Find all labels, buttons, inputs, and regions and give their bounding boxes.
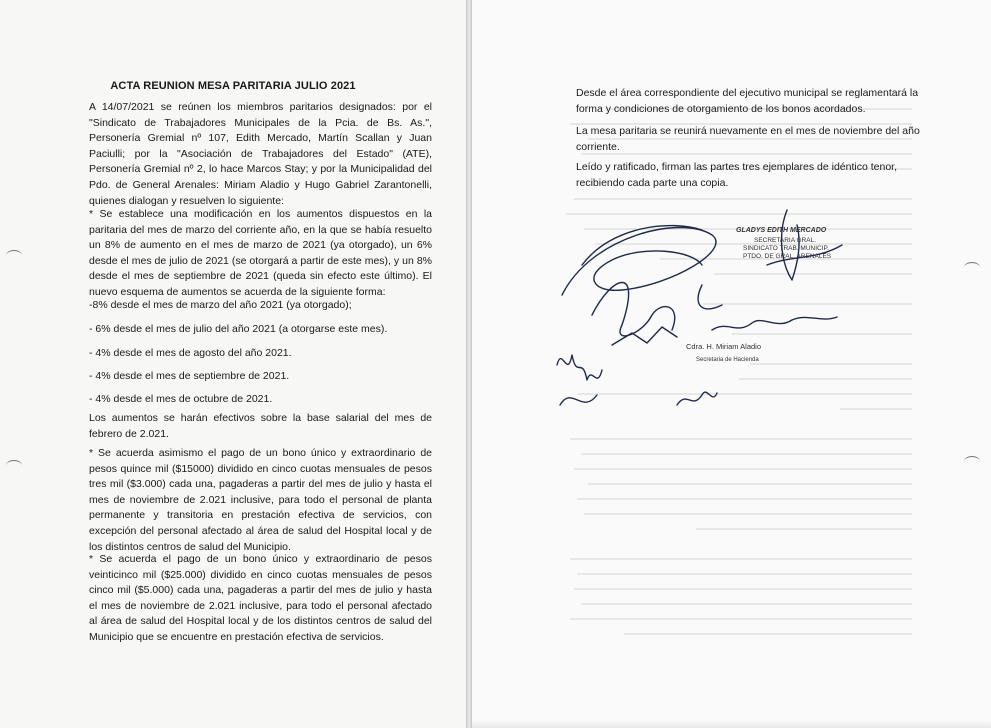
ratification-paragraph: Leído y ratificado, firman las partes tres ejemplares de idéntico tenor, recibiendo cada parte una copia.: [576, 161, 897, 189]
clause-raises: * Se establece una modificación en los aumentos dispuestos en la paritaria del mes de marzo del corriente año, en la que se había resuelto un 8% de aumento en el mes de marzo de 2021 (ya otorgado), un 6% desde el mes de julio de 2021 (se otorgará a partir de este mes), y un 8% desde el mes de septiembre de 2021 (queda sin efecto este último). El nuevo esquema de aumentos se acuerda de la siguiente forma:: [89, 208, 432, 298]
signature-large-loop: [562, 226, 716, 295]
stamp-aladio-name: Cdra. H. Miriam Aladio: [686, 342, 762, 351]
page-bottom-edge: [472, 720, 991, 728]
right-page: [472, 0, 991, 728]
schedule-item: - 4% desde el mes de agosto del año 2021.: [89, 347, 292, 359]
document-title: ACTA REUNION MESA PARITARIA JULIO 2021: [110, 80, 356, 92]
next-meeting-paragraph: La mesa paritaria se reunirá nuevamente en el mes de noviembre del año corriente.: [576, 125, 920, 153]
schedule-item: -8% desde el mes de marzo del año 2021 (ya otorgado);: [89, 299, 352, 311]
punch-hole-mark: [964, 456, 980, 467]
regulation-paragraph: Desde el área correspondiente del ejecutivo municipal se reglamentará la forma y condiciones de otorgamiento de los bonos acordados.: [576, 87, 919, 115]
signature-stay: [557, 355, 602, 405]
punch-hole-mark: [6, 460, 22, 471]
signature-aladio: [712, 317, 837, 330]
intro-paragraph: A 14/07/2021 se reúnen los miembros paritarios designados: por el "Sindicato de Trabajadores Municipales de la Pcia. de Bs. As.", Personería Gremial nº 107, Edith Mercado, Martín Scallan y Juan Paciulli; por la "Asociación de Trabajadores del Estado" (ATE), Personería Gremial nº 2, lo hace Marcos Stay; y por la Municipalidad del Pdo. de General Arenales: Miriam Aladio y Hugo Gabriel Zarantonelli, quienes dialogan y resuelven lo siguiente:: [89, 101, 432, 207]
clause-bonus-general: * Se acuerda asimismo el pago de un bono único y extraordinario de pesos quince mil ($15000) dividido en cinco cuotas mensuales de pesos tres mil ($3.000) cada una, pagaderas a partir del mes de julio y hasta el mes de noviembre de 2.021 inclusive, para todo el personal de planta permanente y transitoria en prestación efectiva de servicios, con excepción del personal afectado al área de salud del Hospital local y de los distintos centros de salud del Municipio.: [89, 447, 432, 553]
schedule-item: - 4% desde el mes de septiembre de 2021.: [89, 370, 290, 382]
stamp-mercado-line: SINDICATO TRAB. MUNICIP.: [743, 245, 829, 252]
signature-zarantonelli: [677, 392, 717, 405]
schedule-item: - 6% desde el mes de julio del año 2021 (a otorgarse este mes).: [89, 323, 388, 335]
stamp-aladio-role: Secretaria de Hacienda: [696, 357, 759, 363]
clause-bonus-health: * Se acuerda el pago de un bono único y extraordinario de pesos veinticinco mil ($25.000) dividido en cinco cuotas mensuales de pesos cinco mil ($5.000) cada una, pagaderas a partir del mes de julio y hasta el mes de noviembre de 2.021 inclusive, para todo el personal afectado al área de salud del Hospital local y de los distintos centros de salud del Municipio que se encuentre en prestación efectiva de servicios.: [89, 553, 432, 643]
signature-mercado: [767, 210, 842, 280]
stamp-mercado-name: GLADYS EDITH MERCADO: [736, 227, 827, 234]
stamp-mercado-line: PTDO. DE GRAL. ARENALES: [743, 253, 832, 260]
salary-base-note: Los aumentos se harán efectivos sobre la base salarial del mes de febrero de 2.021.: [89, 412, 432, 440]
stamp-mercado-line: SECRETARIA GRAL.: [754, 237, 817, 244]
punch-hole-mark: [964, 262, 980, 273]
schedule-item: - 4% desde el mes de octubre de 2021.: [89, 393, 273, 405]
punch-hole-mark: [6, 250, 22, 261]
left-page: [0, 0, 466, 728]
signatures-block: [552, 205, 912, 435]
signature-scallan: [592, 283, 722, 346]
